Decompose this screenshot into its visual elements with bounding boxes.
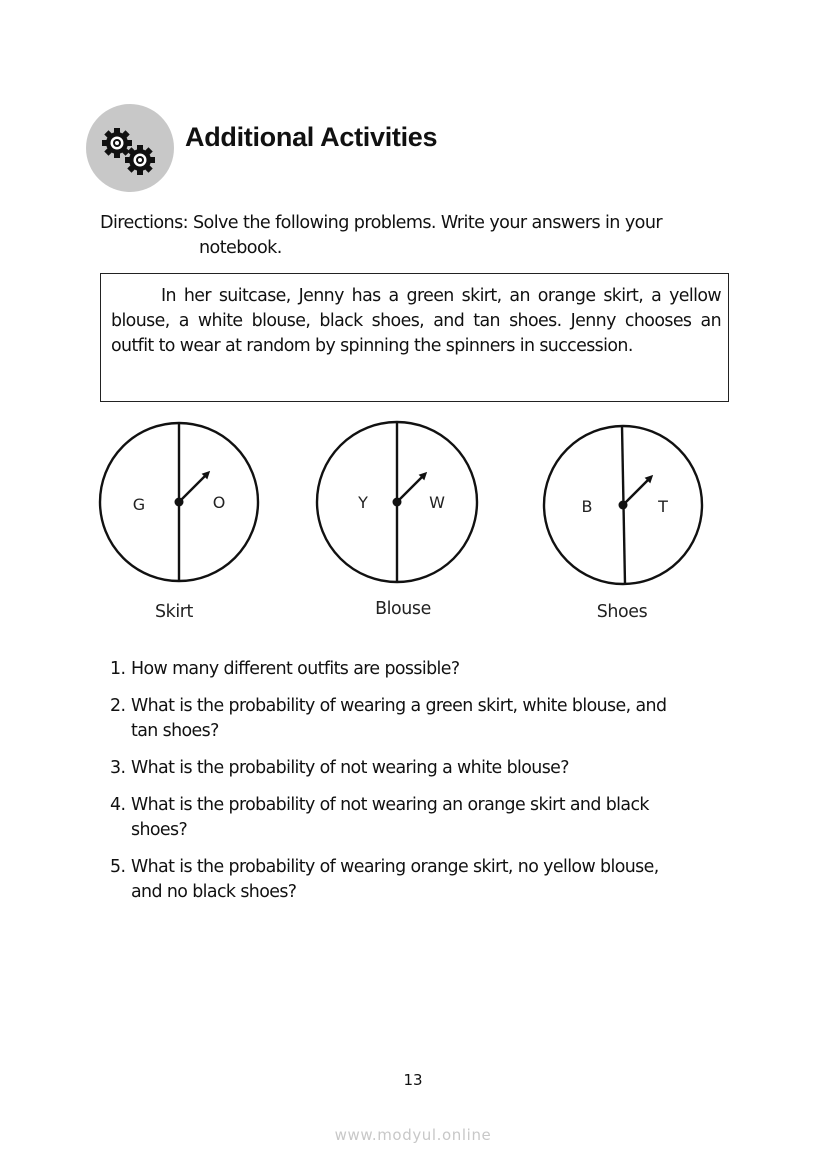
question-text: What is the probability of wearing orange skirt, no yellow blouse, [131,857,659,877]
question-text-continued: tan shoes? [131,721,219,741]
spinner-pivot [619,501,628,510]
question-number: 2. [110,696,126,716]
spinner-pivot [393,498,402,507]
question-item [110,694,760,744]
question-number: 4. [110,795,126,815]
spinner-label-right: W [429,493,445,512]
question-item [110,756,760,781]
watermark: www.modyul.online [334,1126,492,1144]
spinner-arrow [179,473,208,502]
question-item [110,855,760,905]
question-number: 5. [110,857,126,877]
question-text: How many different outfits are possible? [131,659,460,679]
question-text-continued: shoes? [131,820,188,840]
spinner-label-right: O [212,493,226,512]
page-number: 13 [403,1071,423,1089]
question-number: 1. [110,659,126,679]
section-title: Additional Activities [185,122,438,152]
spinner-arrow [397,474,425,502]
directions-line-1: Directions: Solve the following problems. Write your answers in your [100,213,663,233]
spinner-pivot [175,498,184,507]
spinner-label-left: B [581,497,593,516]
spinner-shoes [544,426,702,622]
spinner-caption: Blouse [375,599,431,619]
question-number: 3. [110,758,126,778]
question-item [110,657,760,682]
spinner-skirt [100,423,258,622]
spinner-arrow [623,477,651,505]
directions-line-2: notebook. [199,238,282,258]
question-list [110,657,760,917]
spinner-label-right: T [658,497,668,516]
problem-text: In her suitcase, Jenny has a green skirt, an orange skirt, a yellow blouse, a white blouse, black shoes, and tan shoes. Jenny chooses an outfit to wear at random by spinning the spinners in succession. [111,286,721,356]
question-text: What is the probability of not wearing a white blouse? [131,758,569,778]
spinner-caption: Skirt [155,602,193,622]
question-text: What is the probability of not wearing an orange skirt and black [131,795,649,815]
spinner-label-left: Y [358,493,368,512]
spinner-caption: Shoes [596,602,648,622]
question-item [110,793,760,843]
question-text: What is the probability of wearing a green skirt, white blouse, and [131,696,667,716]
spinner-blouse [317,422,477,619]
question-text-continued: and no black shoes? [131,882,297,902]
spinner-label-left: G [132,495,146,514]
